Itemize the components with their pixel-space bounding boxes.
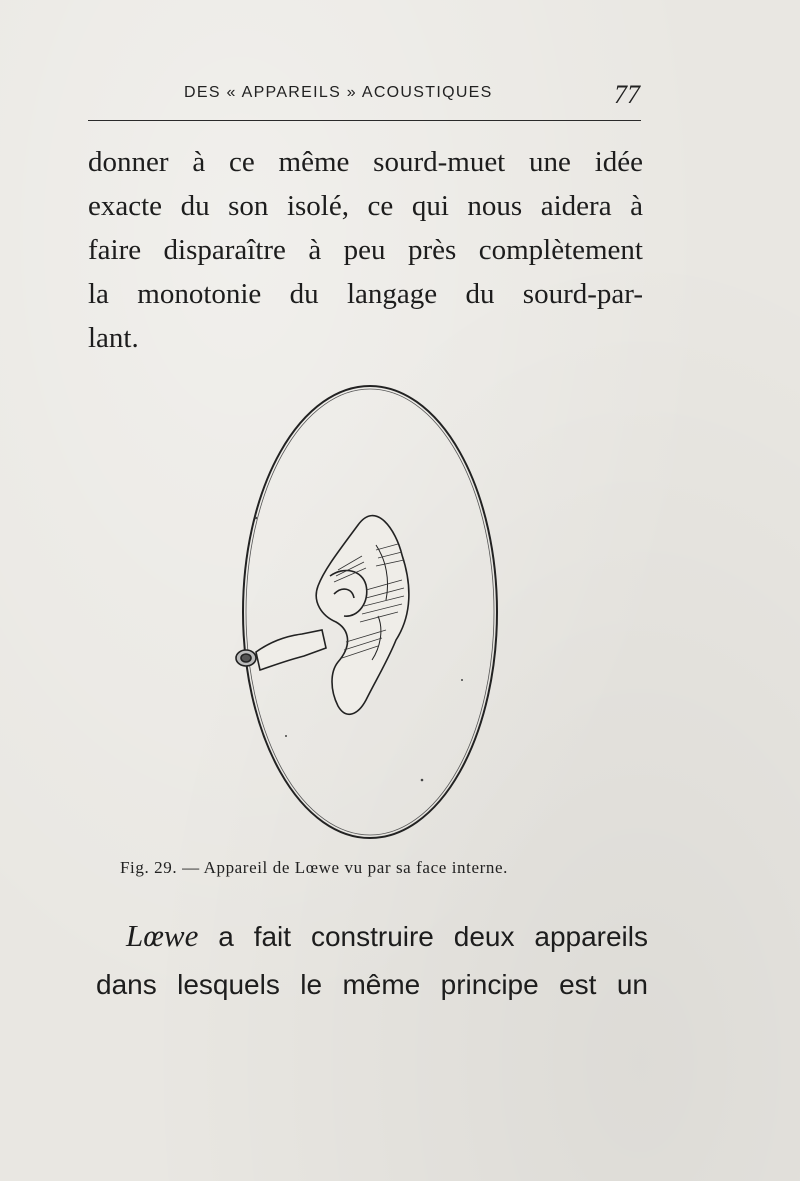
text-line: dans lesquels le même principe est un xyxy=(96,969,648,1000)
italic-name: Lœwe xyxy=(126,918,199,953)
page-number: 77 xyxy=(614,80,640,109)
paragraph-1 xyxy=(88,140,643,360)
text-line: exacte du son isolé, ce qui nous aidera à xyxy=(88,190,643,222)
figure-illustration xyxy=(226,380,516,842)
figure-caption: Fig. 29. — Appareil de Lœwe vu par sa face interne. xyxy=(120,858,508,877)
header-rule xyxy=(88,120,641,121)
ear-shape xyxy=(316,516,409,715)
running-head xyxy=(88,82,640,112)
tube-nozzle xyxy=(236,630,326,670)
text-line: faire disparaître à peu près complètement xyxy=(88,234,643,266)
running-title: DES « APPAREILS » ACOUSTIQUES xyxy=(184,84,493,101)
text-span: a fait construire deux appareils xyxy=(198,921,648,952)
text-line xyxy=(96,912,648,961)
text-line: la monotonie du langage du sourd-par- xyxy=(88,278,643,310)
paragraph-2 xyxy=(96,912,648,1009)
ear-trumpet-illustration xyxy=(226,380,516,842)
text-line: lant. xyxy=(88,322,139,354)
text-line: donner à ce même sourd-muet une idée xyxy=(88,146,643,178)
